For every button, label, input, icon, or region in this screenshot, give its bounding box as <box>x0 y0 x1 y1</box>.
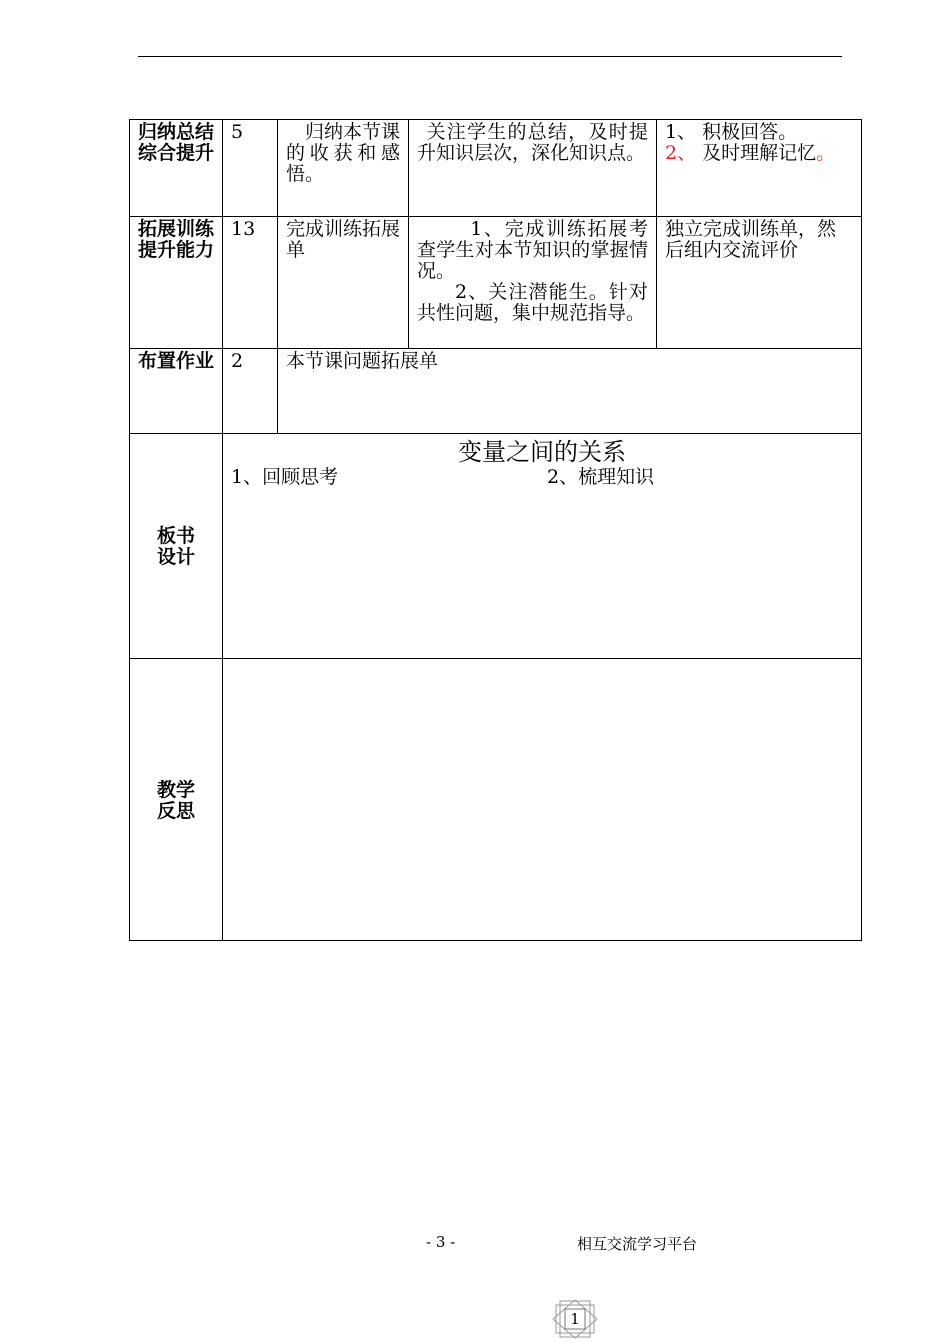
lesson-plan-table <box>129 119 862 941</box>
stage-cell: 拓展训练提升能力 <box>130 217 223 349</box>
teacher-item: 2、关注潜能生。针对共性问题，集中规范指导。 <box>417 281 648 324</box>
board-title: 变量之间的关系 <box>458 438 626 466</box>
minutes-cell: 5 <box>223 120 278 217</box>
student-activity-cell: 独立完成训练单，然后组内交流评价 <box>657 217 862 349</box>
teacher-activity-cell: 关注学生的总结，及时提升知识层次，深化知识点。 <box>409 120 657 217</box>
content-cell: 本节课问题拓展单 <box>278 349 862 434</box>
table-row <box>130 434 862 659</box>
board-label: 板书设计 <box>130 434 223 659</box>
reflection-cell <box>223 659 862 941</box>
reflection-label: 教学反思 <box>130 659 223 941</box>
table-row <box>130 217 862 349</box>
minutes-cell: 13 <box>223 217 278 349</box>
content-cell: 归纳本节课的收获和感悟。 <box>278 120 409 217</box>
stage-cell: 归纳总结综合提升 <box>130 120 223 217</box>
header-rule <box>138 56 842 57</box>
table-row <box>130 120 862 217</box>
item-number: 2、 <box>665 142 697 164</box>
board-items <box>231 466 853 488</box>
footer-site-name: 相互交流学习平台 <box>577 1235 698 1253</box>
stage-cell: 布置作业 <box>130 349 223 434</box>
student-item <box>665 143 853 164</box>
teacher-activity-cell <box>409 217 657 349</box>
board-cell <box>223 434 862 659</box>
content-cell: 完成训练拓展单 <box>278 217 409 349</box>
student-item: 1、 积极回答。 <box>665 121 798 143</box>
teacher-item: 1、完成训练拓展考查学生对本节知识的掌握情况。 <box>417 218 648 282</box>
board-item: 2、梳理知识 <box>547 466 655 488</box>
page-number-logo <box>552 1299 598 1339</box>
student-activity-cell <box>657 120 862 217</box>
page-number: - 3 - <box>426 1233 456 1251</box>
logo-number: 1 <box>570 1310 580 1328</box>
table-row <box>130 349 862 434</box>
item-end: 。 <box>816 142 836 164</box>
board-item: 1、回顾思考 <box>231 466 339 488</box>
table-row <box>130 659 862 941</box>
minutes-cell: 2 <box>223 349 278 434</box>
item-text: 及时理解记忆 <box>696 142 817 164</box>
